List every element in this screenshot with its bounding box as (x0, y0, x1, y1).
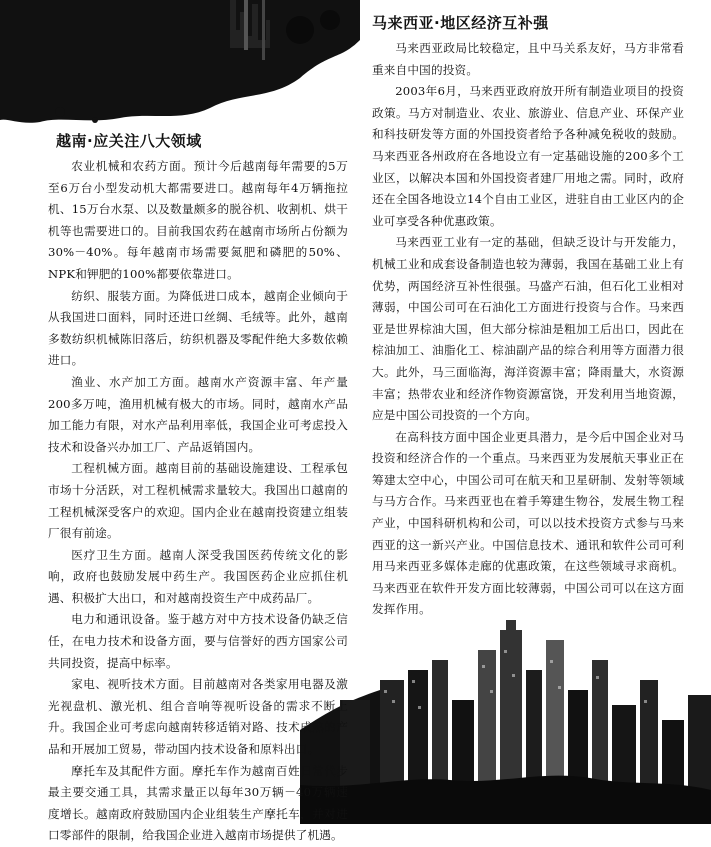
city-skyline-bottom (300, 610, 711, 824)
vietnam-paragraph-power: 电力和通讯设备。鉴于越方对中方技术设备仍缺乏信任，在电力技术和设备方面，要与信誉好的西方国家公司共同投资，提高中标率。 (48, 612, 348, 670)
vietnam-title: 越南·应关注八大领域 (56, 132, 202, 150)
ink-splash-skyline-top (0, 0, 360, 125)
malaysia-article (372, 10, 684, 621)
malaysia-paragraph-industry: 马来西亚工业有一定的基础，但缺乏设计与开发能力，机械工业和成套设备制造也较为薄弱，我国在基础工业上有优势，两国经济互补性很强。马盛产石油，但石化工业相对薄弱，中国公司可在石油化工方面进行投资与合作。马来西亚是世界棕油大国，但大部分棕油是粗加工后出口，因此在棕油加工、油脂化工、棕油副产品的综合利用等方面潜力很大。此外，马三面临海，海洋资源丰富；降雨量大，水资源丰富；热带农业和经济作物资源富饶，开发利用当地资源，应是中国公司投资的一个方向。 (372, 235, 684, 423)
vietnam-paragraph-medical: 医疗卫生方面。越南人深受我国医药传统文化的影响，政府也鼓励发展中药生产。我国医药企业应抓住机遇、积极扩大出口，和对越南投资生产中成药品厂。 (48, 547, 348, 605)
malaysia-paragraph-policy: 2003年6月，马来西亚政府放开所有制造业项目的投资政策。马方对制造业、农业、旅游业、信息产业、环保产业和科技研发等方面的外国投资者给予各种减免税收的鼓励。马来西亚各州政府在各地设立有一定基础设施的200多个工业区，以解决本国和外国投资者建厂用地之需。同时，政府还在全国各地设立14个自由工业区，进驻自由工业区内的企业可享受各种优惠政策。 (372, 84, 684, 228)
vietnam-paragraph-appliances: 家电、视听技术方面。目前越南对各类家用电器及激光视盘机、激光机、组合音响等视听设备的需求不断上升。我国企业可考虑向越南转移适销对路、技术成熟的产品和开展加工贸易，带动国内技术设备和原料出口。 (48, 677, 348, 757)
vietnam-paragraph-motorcycle: 摩托车及其配件方面。摩托车作为越南百姓日常代步最主要交通工具，其需求量正以每年30万辆－40万辆速度增长。越南政府鼓励国内企业组装生产摩托车，并对进口零部件的限制，给我国企业进入越南市场提供了机遇。 (48, 763, 348, 843)
vietnam-paragraph-textile: 纺织、服装方面。为降低进口成本，越南企业倾向于从我国进口面料，同时还进口丝绸、毛绒等。此外，越南多数纺织机械陈旧落后，纺织机器及零配件绝大多数依赖进口。 (48, 288, 348, 368)
vietnam-article (48, 128, 348, 847)
vietnam-paragraph-engineering: 工程机械方面。越南目前的基础设施建设、工程承包市场十分活跃，对工程机械需求量较大。我国出口越南的工程机械深受客户的欢迎。国内企业在越南投资建立组装厂很有前途。 (48, 461, 348, 541)
malaysia-title: 马来西亚·地区经济互补强 (372, 14, 549, 32)
vietnam-paragraph-agriculture: 农业机械和农药方面。预计今后越南每年需要的5万至6万台小型发动机大都需要进口。越南每年4万辆拖拉机、15万台水泵、以及数量颇多的脱谷机、收割机、烘干机等也需要进口的。目前我国农药在越南市场所占份额为30%－40%。每年越南市场需要氮肥和磷肥的50%、NPK和钾肥的100%都要依靠进口。 (48, 159, 348, 281)
malaysia-paragraph-politics: 马来西亚政局比较稳定，且中马关系友好，马方非常看重来自中国的投资。 (372, 41, 684, 77)
malaysia-paragraph-hightech: 在高科技方面中国企业更具潜力，是今后中国企业对马投资和经济合作的一个重点。马来西亚为发展航天事业正在筹建太空中心，中国公司可在航天和卫星研制、发射等领域与马方合作。马来西亚也在着手筹建生物谷，发展生物工程产业，中国科研机构和公司，可以以技术投资方式参与马来西亚的这一新兴产业。中国信息技术、通讯和软件公司可利用马来西亚多媒体走廊的优惠政策，在这些领域寻求商机。马来西亚在软件开发方面比较薄弱，中国公司可以在这方面发挥作用。 (372, 429, 684, 617)
vietnam-paragraph-fishery: 渔业、水产加工方面。越南水产资源丰富、年产量200多万吨，渔用机械有极大的市场。同时，越南水产品加工能力有限，对水产品利用率低，我国企业可考虑投入技术和设备兴办加工厂、产品返销国内。 (48, 374, 348, 454)
